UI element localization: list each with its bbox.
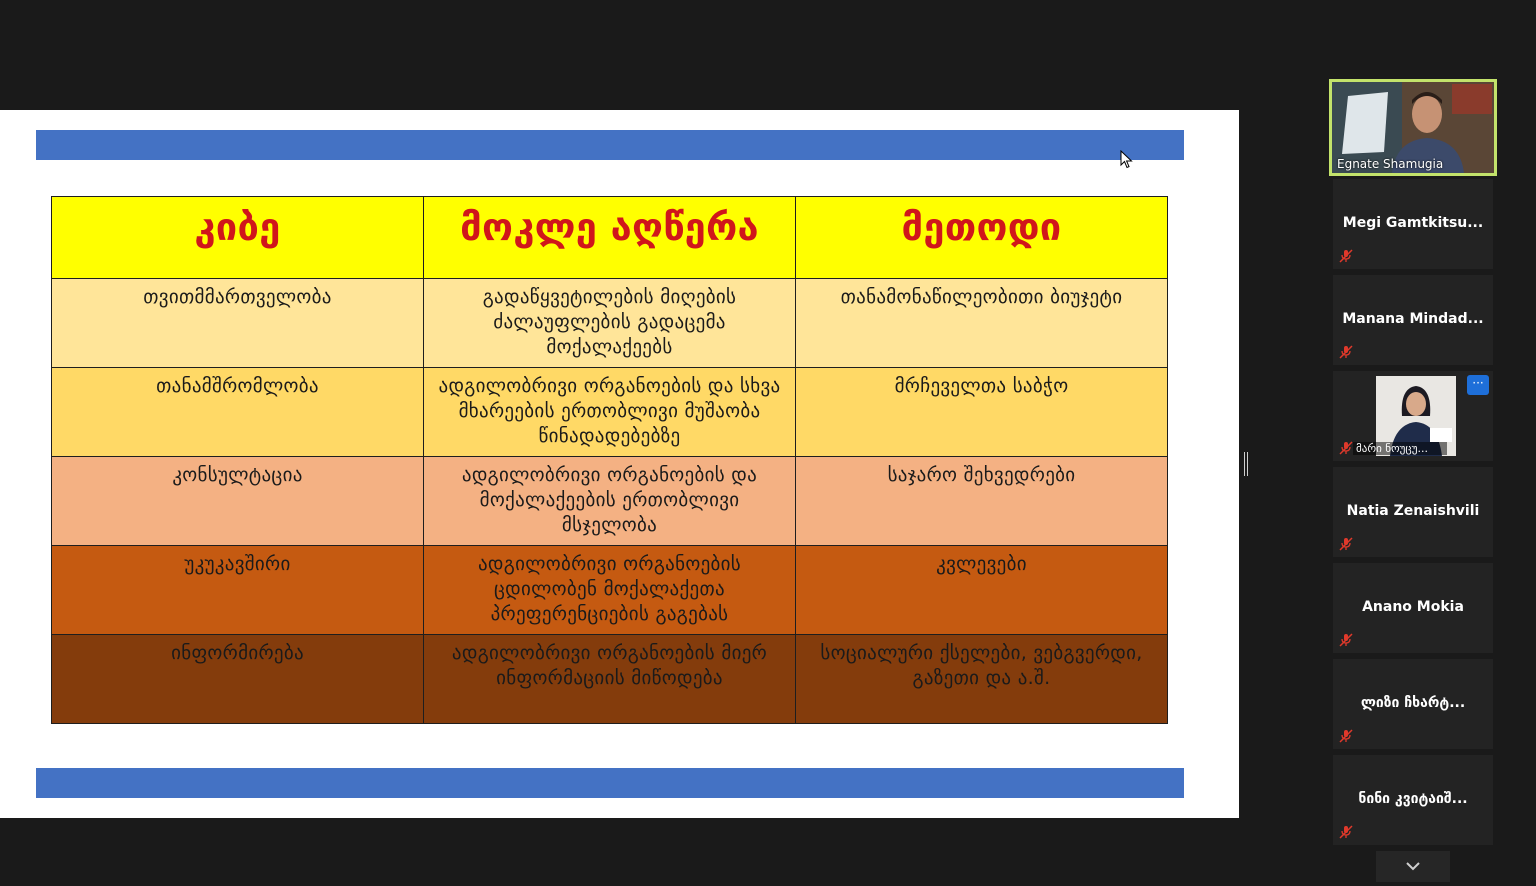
- participant-name: ნინი კვიტაიშ...: [1358, 791, 1468, 807]
- participant-name: Egnate Shamugia: [1337, 157, 1444, 171]
- table-row: [52, 546, 1168, 635]
- table-cell: ინფორმირება: [52, 635, 424, 724]
- table-cell: თანამშრომლობა: [52, 368, 424, 457]
- table-cell: თანამონაწილეობითი ბიუჯეტი: [796, 279, 1168, 368]
- table-row: [52, 368, 1168, 457]
- mouse-pointer-icon: [1120, 150, 1134, 170]
- table-cell: მრჩეველთა საბჭო: [796, 368, 1168, 457]
- mic-muted-icon: [1339, 345, 1353, 359]
- slide-top-bar: [36, 130, 1184, 160]
- participant-name: Natia Zenaishvili: [1346, 503, 1480, 519]
- participant-name: ლიზი ჩხარტ...: [1360, 695, 1466, 711]
- table-cell: ადგილობრივი ორგანოების ცდილობენ მოქალაქეთა პრეფერენციების გაგებას: [424, 546, 796, 635]
- participant-name: Megi Gamtkitsu...: [1342, 215, 1484, 231]
- participant-tile[interactable]: [1333, 371, 1493, 461]
- table-cell: ადგილობრივი ორგანოების და მოქალაქეების ერთობლივი მსჯელობა: [424, 457, 796, 546]
- header-cell: მოკლე აღწერა: [424, 197, 796, 279]
- table-cell: გადაწყვეტილების მიღების ძალაუფლების გადაცემა მოქალაქეებს: [424, 279, 796, 368]
- table-row: [52, 457, 1168, 546]
- scroll-down-button[interactable]: [1376, 851, 1450, 882]
- table-row: [52, 279, 1168, 368]
- mic-muted-icon: [1339, 441, 1353, 455]
- participant-name: მარი ნოუცუ...: [1353, 442, 1447, 455]
- participants-panel: [1330, 0, 1500, 882]
- slide-bottom-bar: [36, 768, 1184, 798]
- table-cell: ადგილობრივი ორგანოების და სხვა მხარეების ერთობლივი მუშაობა წინადადებებზე: [424, 368, 796, 457]
- mic-muted-icon: [1339, 825, 1353, 839]
- chevron-down-icon: [1376, 851, 1450, 882]
- more-options-button[interactable]: ···: [1467, 375, 1489, 395]
- participant-tile[interactable]: [1333, 659, 1493, 749]
- participant-tile[interactable]: [1333, 755, 1493, 845]
- table-cell: უკუკავშირი: [52, 546, 424, 635]
- mic-muted-icon: [1339, 537, 1353, 551]
- table-row: [52, 635, 1168, 724]
- table-header-row: [52, 197, 1168, 279]
- header-cell: მეთოდი: [796, 197, 1168, 279]
- table-cell: კვლევები: [796, 546, 1168, 635]
- ladder-table: [51, 196, 1168, 724]
- mic-muted-icon: [1339, 729, 1353, 743]
- participant-tile[interactable]: [1333, 467, 1493, 557]
- table-cell: ადგილობრივი ორგანოების მიერ ინფორმაციის მიწოდება: [424, 635, 796, 724]
- mic-muted-icon: [1339, 249, 1353, 263]
- shared-slide: [0, 110, 1239, 818]
- header-cell: კიბე: [52, 197, 424, 279]
- participant-tile[interactable]: [1333, 563, 1493, 653]
- participant-name: Anano Mokia: [1362, 599, 1464, 615]
- table-cell: საჯარო შეხვედრები: [796, 457, 1168, 546]
- table-cell: სოციალური ქსელები, ვებგვერდი, გაზეთი და ა.შ.: [796, 635, 1168, 724]
- participant-name: Manana Mindad...: [1342, 311, 1484, 327]
- participant-tile[interactable]: [1333, 179, 1493, 269]
- participant-tile[interactable]: [1333, 275, 1493, 365]
- mic-muted-icon: [1339, 633, 1353, 647]
- table-cell: თვითმმართველობა: [52, 279, 424, 368]
- table-cell: კონსულტაცია: [52, 457, 424, 546]
- panel-resize-handle[interactable]: [1244, 452, 1248, 476]
